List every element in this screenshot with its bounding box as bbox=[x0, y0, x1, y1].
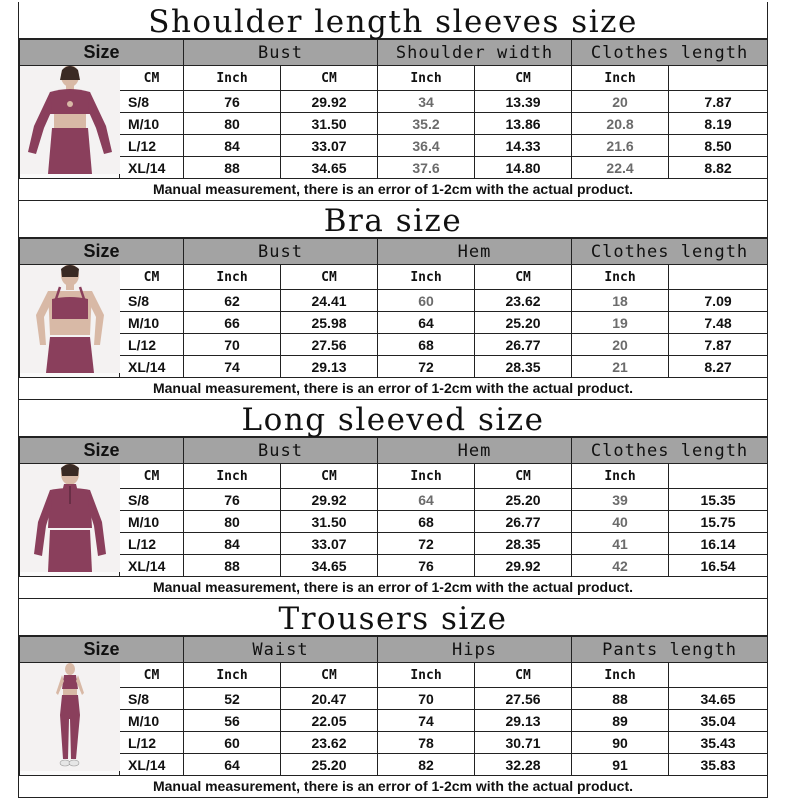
table-cell: 20.47 bbox=[281, 688, 378, 710]
column-header: Shoulder width bbox=[378, 40, 572, 66]
table-cell: 31.50 bbox=[281, 511, 378, 533]
size-label: L/12 bbox=[120, 334, 184, 356]
table-cell: 84 bbox=[184, 533, 281, 555]
section-title: Shoulder length sleeves size bbox=[19, 2, 767, 39]
table-row bbox=[20, 356, 768, 378]
unit-inch: Inch bbox=[572, 265, 669, 290]
size-label: S/8 bbox=[120, 688, 184, 710]
table-cell: 64 bbox=[378, 312, 475, 334]
measurement-note: Manual measurement, there is an error of 1-2cm with the actual product. bbox=[19, 776, 767, 798]
table-cell: 35.43 bbox=[669, 732, 768, 754]
table-cell: 70 bbox=[184, 334, 281, 356]
sports-bra-model-icon bbox=[20, 265, 120, 378]
unit-inch: Inch bbox=[572, 464, 669, 489]
size-table bbox=[19, 238, 768, 378]
table-cell: 39 bbox=[572, 489, 669, 511]
table-cell: 13.86 bbox=[475, 113, 572, 135]
table-cell: 29.92 bbox=[475, 555, 572, 577]
unit-cm: CM bbox=[475, 464, 572, 489]
size-label: M/10 bbox=[120, 113, 184, 135]
unit-cm: CM bbox=[120, 663, 184, 688]
table-cell: 31.50 bbox=[281, 113, 378, 135]
table-cell: 76 bbox=[378, 555, 475, 577]
unit-inch: Inch bbox=[572, 66, 669, 91]
table-cell: 91 bbox=[572, 754, 669, 776]
table-cell: 84 bbox=[184, 135, 281, 157]
unit-cm: CM bbox=[281, 66, 378, 91]
table-cell: 20.8 bbox=[572, 113, 669, 135]
table-cell: 7.09 bbox=[669, 290, 768, 312]
size-header: Size bbox=[20, 438, 184, 464]
table-cell: 7.87 bbox=[669, 334, 768, 356]
size-label: XL/14 bbox=[120, 555, 184, 577]
table-cell: 21.6 bbox=[572, 135, 669, 157]
table-cell: 25.20 bbox=[281, 754, 378, 776]
column-header: Waist bbox=[184, 637, 378, 663]
section-trousers bbox=[19, 599, 767, 798]
table-row bbox=[20, 489, 768, 511]
section-title: Long sleeved size bbox=[19, 400, 767, 437]
table-row bbox=[20, 754, 768, 776]
size-header: Size bbox=[20, 239, 184, 265]
unit-inch: Inch bbox=[378, 464, 475, 489]
table-cell: 60 bbox=[378, 290, 475, 312]
column-header: Bust bbox=[184, 438, 378, 464]
table-row bbox=[20, 710, 768, 732]
table-cell: 32.28 bbox=[475, 754, 572, 776]
table-cell: 14.33 bbox=[475, 135, 572, 157]
table-cell: 89 bbox=[572, 710, 669, 732]
table-cell: 29.92 bbox=[281, 91, 378, 113]
leggings-model-icon bbox=[20, 663, 120, 776]
table-cell: 35.2 bbox=[378, 113, 475, 135]
table-cell: 25.20 bbox=[475, 312, 572, 334]
table-cell: 78 bbox=[378, 732, 475, 754]
unit-inch: Inch bbox=[184, 66, 281, 91]
column-header: Pants length bbox=[572, 637, 768, 663]
table-cell: 40 bbox=[572, 511, 669, 533]
table-cell: 88 bbox=[184, 555, 281, 577]
table-row bbox=[20, 157, 768, 179]
table-cell: 72 bbox=[378, 356, 475, 378]
section-bra bbox=[19, 201, 767, 400]
table-row bbox=[20, 312, 768, 334]
table-cell: 74 bbox=[184, 356, 281, 378]
table-row bbox=[20, 688, 768, 710]
table-row bbox=[20, 511, 768, 533]
long-sleeve-top-model-icon bbox=[20, 464, 120, 577]
table-cell: 14.80 bbox=[475, 157, 572, 179]
unit-cm: CM bbox=[281, 265, 378, 290]
table-row bbox=[20, 533, 768, 555]
unit-inch: Inch bbox=[378, 66, 475, 91]
column-header: Bust bbox=[184, 239, 378, 265]
table-cell: 66 bbox=[184, 312, 281, 334]
table-cell: 20 bbox=[572, 91, 669, 113]
table-cell: 29.13 bbox=[475, 710, 572, 732]
table-cell: 27.56 bbox=[475, 688, 572, 710]
unit-cm: CM bbox=[475, 265, 572, 290]
section-long-sleeved bbox=[19, 400, 767, 599]
column-header: Hem bbox=[378, 438, 572, 464]
table-cell: 80 bbox=[184, 511, 281, 533]
table-cell: 26.77 bbox=[475, 334, 572, 356]
table-row bbox=[20, 290, 768, 312]
unit-cm: CM bbox=[475, 66, 572, 91]
unit-cm: CM bbox=[281, 464, 378, 489]
table-cell: 29.92 bbox=[281, 489, 378, 511]
measurement-note: Manual measurement, there is an error of 1-2cm with the actual product. bbox=[19, 378, 767, 400]
table-cell: 8.27 bbox=[669, 356, 768, 378]
size-label: S/8 bbox=[120, 489, 184, 511]
size-label: M/10 bbox=[120, 710, 184, 732]
table-cell: 16.14 bbox=[669, 533, 768, 555]
table-cell: 60 bbox=[184, 732, 281, 754]
table-cell: 42 bbox=[572, 555, 669, 577]
table-cell: 23.62 bbox=[475, 290, 572, 312]
column-header: Clothes length bbox=[572, 438, 768, 464]
table-cell: 34.65 bbox=[669, 688, 768, 710]
unit-cm: CM bbox=[475, 663, 572, 688]
table-cell: 36.4 bbox=[378, 135, 475, 157]
table-cell: 70 bbox=[378, 688, 475, 710]
table-cell: 25.20 bbox=[475, 489, 572, 511]
table-cell: 20 bbox=[572, 334, 669, 356]
column-header: Hips bbox=[378, 637, 572, 663]
table-cell: 23.62 bbox=[281, 732, 378, 754]
table-cell: 90 bbox=[572, 732, 669, 754]
table-row bbox=[20, 135, 768, 157]
table-cell: 28.35 bbox=[475, 533, 572, 555]
table-cell: 37.6 bbox=[378, 157, 475, 179]
size-table bbox=[19, 437, 768, 577]
table-row bbox=[20, 334, 768, 356]
table-cell: 28.35 bbox=[475, 356, 572, 378]
table-cell: 35.83 bbox=[669, 754, 768, 776]
table-row bbox=[20, 732, 768, 754]
unit-cm: CM bbox=[120, 265, 184, 290]
unit-cm: CM bbox=[281, 663, 378, 688]
unit-inch: Inch bbox=[378, 663, 475, 688]
size-label: XL/14 bbox=[120, 356, 184, 378]
size-label: XL/14 bbox=[120, 157, 184, 179]
table-cell: 8.19 bbox=[669, 113, 768, 135]
table-cell: 13.39 bbox=[475, 91, 572, 113]
table-cell: 88 bbox=[572, 688, 669, 710]
table-cell: 8.50 bbox=[669, 135, 768, 157]
table-cell: 15.35 bbox=[669, 489, 768, 511]
table-row bbox=[20, 91, 768, 113]
table-cell: 76 bbox=[184, 91, 281, 113]
size-header: Size bbox=[20, 637, 184, 663]
measurement-note: Manual measurement, there is an error of 1-2cm with the actual product. bbox=[19, 577, 767, 599]
table-cell: 26.77 bbox=[475, 511, 572, 533]
section-title: Trousers size bbox=[19, 599, 767, 636]
shrug-top-model-icon bbox=[20, 66, 120, 179]
table-cell: 33.07 bbox=[281, 135, 378, 157]
table-cell: 34.65 bbox=[281, 157, 378, 179]
size-label: L/12 bbox=[120, 732, 184, 754]
table-cell: 74 bbox=[378, 710, 475, 732]
table-cell: 25.98 bbox=[281, 312, 378, 334]
table-cell: 56 bbox=[184, 710, 281, 732]
table-cell: 35.04 bbox=[669, 710, 768, 732]
table-cell: 15.75 bbox=[669, 511, 768, 533]
unit-inch: Inch bbox=[378, 265, 475, 290]
table-cell: 64 bbox=[184, 754, 281, 776]
size-label: S/8 bbox=[120, 91, 184, 113]
column-header: Clothes length bbox=[572, 40, 768, 66]
table-cell: 88 bbox=[184, 157, 281, 179]
unit-inch: Inch bbox=[184, 464, 281, 489]
table-row bbox=[20, 555, 768, 577]
table-cell: 22.4 bbox=[572, 157, 669, 179]
table-cell: 33.07 bbox=[281, 533, 378, 555]
column-header: Clothes length bbox=[572, 239, 768, 265]
table-cell: 7.87 bbox=[669, 91, 768, 113]
table-cell: 41 bbox=[572, 533, 669, 555]
unit-cm: CM bbox=[120, 464, 184, 489]
table-cell: 52 bbox=[184, 688, 281, 710]
table-cell: 68 bbox=[378, 511, 475, 533]
table-row bbox=[20, 113, 768, 135]
table-cell: 16.54 bbox=[669, 555, 768, 577]
column-header: Hem bbox=[378, 239, 572, 265]
table-cell: 34.65 bbox=[281, 555, 378, 577]
table-cell: 64 bbox=[378, 489, 475, 511]
table-cell: 22.05 bbox=[281, 710, 378, 732]
size-table bbox=[19, 636, 768, 776]
table-cell: 80 bbox=[184, 113, 281, 135]
table-cell: 76 bbox=[184, 489, 281, 511]
size-label: M/10 bbox=[120, 511, 184, 533]
size-label: L/12 bbox=[120, 135, 184, 157]
unit-cm: CM bbox=[120, 66, 184, 91]
unit-inch: Inch bbox=[184, 663, 281, 688]
size-chart bbox=[18, 2, 768, 798]
table-cell: 21 bbox=[572, 356, 669, 378]
size-label: XL/14 bbox=[120, 754, 184, 776]
table-cell: 30.71 bbox=[475, 732, 572, 754]
unit-inch: Inch bbox=[572, 663, 669, 688]
size-label: M/10 bbox=[120, 312, 184, 334]
table-cell: 82 bbox=[378, 754, 475, 776]
table-cell: 68 bbox=[378, 334, 475, 356]
table-cell: 62 bbox=[184, 290, 281, 312]
table-cell: 24.41 bbox=[281, 290, 378, 312]
table-cell: 18 bbox=[572, 290, 669, 312]
column-header: Bust bbox=[184, 40, 378, 66]
table-cell: 7.48 bbox=[669, 312, 768, 334]
table-cell: 72 bbox=[378, 533, 475, 555]
measurement-note: Manual measurement, there is an error of 1-2cm with the actual product. bbox=[19, 179, 767, 201]
table-cell: 19 bbox=[572, 312, 669, 334]
section-title: Bra size bbox=[19, 201, 767, 238]
table-cell: 27.56 bbox=[281, 334, 378, 356]
size-label: S/8 bbox=[120, 290, 184, 312]
section-shoulder-sleeves bbox=[19, 2, 767, 201]
table-cell: 34 bbox=[378, 91, 475, 113]
table-cell: 8.82 bbox=[669, 157, 768, 179]
table-cell: 29.13 bbox=[281, 356, 378, 378]
size-table bbox=[19, 39, 768, 179]
unit-inch: Inch bbox=[184, 265, 281, 290]
size-header: Size bbox=[20, 40, 184, 66]
size-label: L/12 bbox=[120, 533, 184, 555]
